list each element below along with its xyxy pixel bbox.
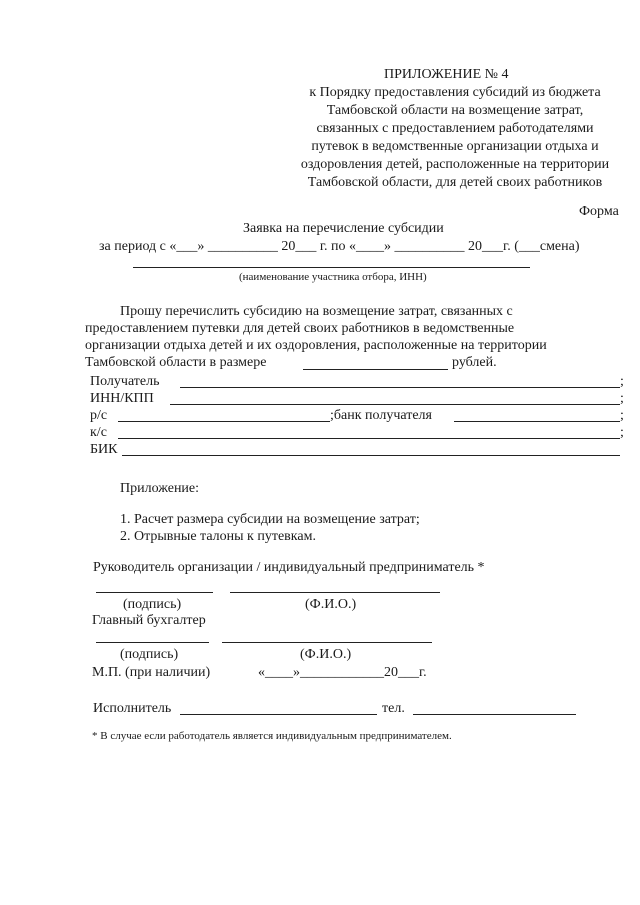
fio-caption: (Ф.И.О.) <box>305 597 357 612</box>
semicolon: ; <box>620 391 624 406</box>
ks-label: к/с <box>90 425 107 440</box>
signature-date: «____»____________20___г. <box>258 665 427 680</box>
signature-caption: (подпись) <box>120 647 179 662</box>
rs-line <box>118 421 330 422</box>
bank-line <box>454 421 620 422</box>
appendix-title: ПРИЛОЖЕНИЕ № 4 <box>384 67 509 82</box>
participant-line <box>133 267 530 268</box>
form-label: Форма <box>579 204 619 219</box>
semicolon: ; <box>620 374 624 389</box>
participant-note: (наименование участника отбора, ИНН) <box>239 271 427 283</box>
header-line: к Порядку предоставления субсидий из бюджета <box>309 85 601 100</box>
body-line: Прошу перечислить субсидию на возмещение затрат, связанных с <box>120 304 513 319</box>
header-line: Тамбовской области, для детей своих работников <box>307 175 603 190</box>
fio-caption: (Ф.И.О.) <box>300 647 352 662</box>
signature-caption: (подпись) <box>123 597 182 612</box>
head-fio-line <box>230 592 440 593</box>
inn-kpp-line <box>170 404 620 405</box>
semicolon: ; <box>620 408 624 423</box>
amount-line <box>303 369 448 370</box>
stamp-label: М.П. (при наличии) <box>92 665 211 680</box>
body-line: организации отдыха детей и их оздоровления, расположенные на территории <box>85 338 547 353</box>
phone-line <box>413 714 576 715</box>
head-label: Руководитель организации / индивидуальный предприниматель * <box>93 560 485 575</box>
header-line: Тамбовской области на возмещение затрат, <box>326 103 584 118</box>
recipient-label: Получатель <box>90 374 160 389</box>
body-line: Тамбовской области в размере <box>85 355 267 370</box>
executor-label: Исполнитель <box>93 701 172 716</box>
attachment-item: 1. Расчет размера субсидии на возмещение затрат; <box>120 512 420 527</box>
header-line: оздоровления детей, расположенные на территории <box>300 157 610 172</box>
attachment-item: 2. Отрывные талоны к путевкам. <box>120 529 316 544</box>
inn-kpp-label: ИНН/КПП <box>90 391 154 406</box>
rs-label: р/с <box>90 408 108 423</box>
head-signature-line <box>96 592 213 593</box>
header-line: путевок в ведомственные организации отдыха и <box>311 139 599 154</box>
accountant-signature-line <box>96 642 209 643</box>
request-title: Заявка на перечисление субсидии <box>243 221 444 236</box>
bank-label: ;банк получателя <box>330 408 432 423</box>
header-line: связанных с предоставлением работодателями <box>316 121 594 136</box>
accountant-fio-line <box>222 642 432 643</box>
accountant-label: Главный бухгалтер <box>92 613 206 628</box>
executor-line <box>180 714 377 715</box>
body-line: предоставлением путевки для детей своих работников в ведомственные <box>85 321 515 336</box>
bik-line <box>122 455 620 456</box>
footnote: * В случае если работодатель является индивидуальным предпринимателем. <box>92 730 452 742</box>
bik-label: БИК <box>90 442 118 457</box>
semicolon: ; <box>620 425 624 440</box>
recipient-line <box>180 387 620 388</box>
phone-label: тел. <box>382 701 405 716</box>
attachments-heading: Приложение: <box>120 481 200 496</box>
request-period: за период с «___» __________ 20___ г. по «____» __________ 20___г. (___смена) <box>99 239 580 254</box>
ks-line <box>118 438 620 439</box>
body-line: рублей. <box>452 355 497 370</box>
